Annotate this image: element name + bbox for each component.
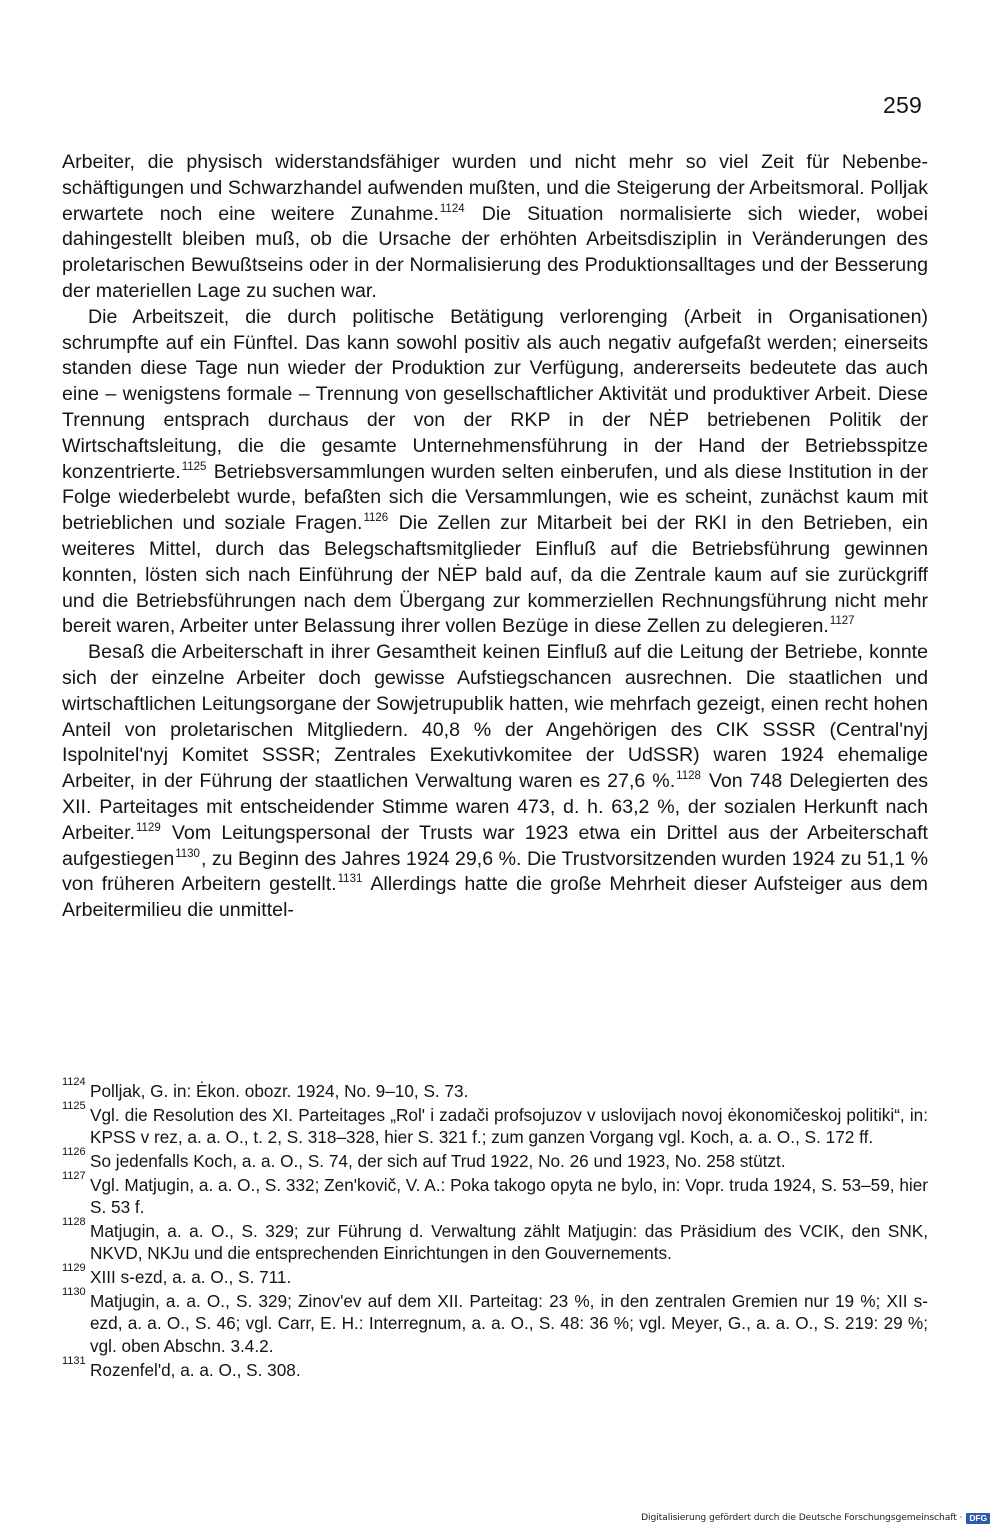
footnote-number: 1128 bbox=[62, 1216, 86, 1228]
footnote-number: 1129 bbox=[62, 1262, 86, 1275]
footnote-marker: 1126 bbox=[363, 512, 389, 525]
paragraph bbox=[62, 305, 928, 640]
footnote bbox=[62, 1354, 928, 1381]
footnote-marker: 1130 bbox=[175, 847, 200, 860]
footnote-text: So jedenfalls Koch, a. a. O., S. 74, der sich auf Trud 1922, No. 26 und 1923, No. 258 stützt. bbox=[90, 1151, 786, 1171]
digitization-footer bbox=[641, 1512, 990, 1524]
footnote-number: 1130 bbox=[62, 1286, 86, 1298]
footnote bbox=[62, 1286, 928, 1357]
footnote-marker: 1128 bbox=[676, 770, 701, 783]
paragraph bbox=[62, 150, 928, 305]
footnote bbox=[62, 1262, 928, 1288]
footnote-marker: 1125 bbox=[181, 460, 207, 473]
footnote bbox=[62, 1146, 928, 1172]
text-run: Betriebsversammlungen wurden selten einberufen, und als diese Institution in der Folge wiederbelebt wurde, befaßten sich die Versammlungen, wie es scheint, zunächst kaum mit betrieblichen und soziale Fragen. bbox=[62, 460, 928, 535]
text-run: Die Situation normalisierte sich wieder, wobei dahingestellt bleiben muß, ob die Ursache der erhöhten Arbeitsdisziplin in Veränderungen des proletarischen Bewußtseins oder in der Normalisierung des Produktionsalltages und der Besserung der materiellen Lage zu suchen war. bbox=[62, 202, 928, 302]
page-number: 259 bbox=[883, 92, 922, 118]
footnote bbox=[62, 1099, 928, 1149]
footnote bbox=[62, 1169, 928, 1219]
footnote-text: Matjugin, a. a. O., S. 329; Zinov'ev auf dem XII. Parteitag: 23 %, in den zentralen Gremien nur 19 %; XII s-ezd, a. a. O., S. 46; vgl. Carr, E. H.: Interregnum, a. a. O., S. 48: 36 %; vgl. Meyer, G., a. a. O., S. 219: 29 %; vgl. oben Abschn. 3.4.2. bbox=[90, 1291, 928, 1356]
footnote-number: 1126 bbox=[62, 1146, 86, 1158]
text-run: Arbeiter, die physisch widerstandsfähiger wurden und nicht mehr so viel Zeit für Nebenbeschäftigungen und Schwarzhandel aufwenden mußten, und die Steigerung der Arbeitsmoral. Polljak erwartete noch eine weitere Zunahme. bbox=[62, 151, 928, 225]
footer-text: Digitalisierung gefördert durch die Deutsche Forschungsgemeinschaft · bbox=[641, 1512, 963, 1523]
text-run: Vom Leitungspersonal der Trusts war 1923 etwa ein Drittel aus der Arbeiterschaft aufgestiegen bbox=[62, 821, 928, 870]
footnote-text: XIII s-ezd, a. a. O., S. 711. bbox=[90, 1267, 292, 1288]
footnote-text: Polljak, G. in: Ėkon. obozr. 1924, No. 9–10, S. 73. bbox=[90, 1081, 469, 1101]
footnote-marker: 1124 bbox=[439, 202, 465, 215]
paragraph bbox=[62, 640, 928, 924]
footnote-marker: 1129 bbox=[135, 821, 161, 834]
footnote-text: Vgl. Matjugin, a. a. O., S. 332; Zen'kovič, V. A.: Poka takogo opyta ne bylo, in: Vopr. truda 1924, S. 53–59, hier S. 53 f. bbox=[90, 1174, 928, 1218]
footnotes bbox=[62, 1076, 928, 1382]
footnote-text: Rozenfel'd, a. a. O., S. 308. bbox=[90, 1359, 301, 1380]
footnote-number: 1131 bbox=[62, 1354, 86, 1367]
footnote-marker: 1131 bbox=[337, 873, 363, 886]
text-run: Allerdings hatte die große Mehrheit dieser Aufsteiger aus dem Arbeitermilieu die unmittel- bbox=[62, 873, 928, 922]
footnote bbox=[62, 1076, 928, 1102]
text-run: Die Arbeitszeit, die durch politische Betätigung verlorenging (Arbeit in Organisationen) schrumpfte auf ein Fünftel. Das kann sowohl positiv als auch negativ aufgefaßt werden; einerseits standen diese Tage nun wieder der Produktion zur Verfügung, andererseits bedeutete das auch eine – wenigstens formale – Trennung von gesellschaftlicher Aktivität und produktiver Arbeit. Diese Trennung entsprach durchaus der von der RKP in der NĖP betriebenen Politik der Wirtschaftsleitung, die die gesamte Unternehmensführung in der Hand der Betriebsspitze konzentrierte. bbox=[62, 305, 928, 483]
footnote-number: 1127 bbox=[62, 1169, 86, 1182]
text-run: , zu Beginn des Jahres 1924 29,6 %. Die Trustvorsitzenden wurden 1924 zu 51,1 % von früheren Arbeitern gestellt. bbox=[62, 847, 928, 896]
text-run: Besaß die Arbeiterschaft in ihrer Gesamtheit keinen Einfluß auf die Leitung der Betriebe, konnte sich der einzelne Arbeiter doch gewisse Aufstiegschancen ausrechnen. Die staatlichen und wirtschaftlichen Leitungsorgane der Sowjetrupublik hatten, wie mehrfach gezeigt, einen recht hohen Anteil von proletarischen Mitgliedern. 40,8 % der Angehörigen des CIK SSSR (Central'nyj Ispolnitel'nyj Komitet SSSR; Zentrales Exekutivkomitee der UdSSR) waren 1924 ehemalige Arbeiter, in der Führung der staatlichen Verwaltung waren es 27,6 %. bbox=[62, 641, 928, 793]
footnote-text: Matjugin, a. a. O., S. 329; zur Führung d. Verwaltung zählt Matjugin: das Präsidium des VCIK, den SNK, NKVD, NKJu und die entsprechenden Einrichtungen in den Gouvernements. bbox=[90, 1221, 928, 1264]
main-text bbox=[62, 150, 928, 924]
footnote-text: Vgl. die Resolution des XI. Parteitages „Rol' i zadači profsojuzov v uslovijach novoj ėkonomičeskoj politiki“, in: KPSS v rez, a. a. O., t. 2, S. 318–328, hier S. 321 f.; zum ganzen Vorgang vgl. Koch, a. a. O., S. 172 ff. bbox=[90, 1104, 928, 1148]
footnote-marker: 1127 bbox=[829, 615, 855, 628]
footnote-number: 1125 bbox=[62, 1099, 86, 1112]
text-run: Die Zellen zur Mitarbeit bei der RKI in den Betrieben, ein weiteres Mittel, durch das Belegschaftsmitglieder Einfluß auf die Betriebsführung gewinnen konnten, lösten sich nach Einführung der NĖP bald auf, da die Zentrale kaum auf sie zurückgriff und die Betriebsführungen nach dem Übergang zur kommerziellen Rechnungsführung nicht mehr bereit waren, Arbeiter unter Belassung ihrer vollen Bezüge in diese Zellen zu delegieren. bbox=[62, 512, 928, 638]
text-run: Von 748 Delegierten des XII. Parteitages mit entscheidender Stimme waren 473, d. h. 63,2 %, der sozialen Herkunft nach Arbeiter. bbox=[62, 770, 929, 844]
footnote-number: 1124 bbox=[62, 1076, 86, 1088]
dfg-logo: DFG bbox=[966, 1513, 990, 1524]
footnote bbox=[62, 1216, 928, 1265]
